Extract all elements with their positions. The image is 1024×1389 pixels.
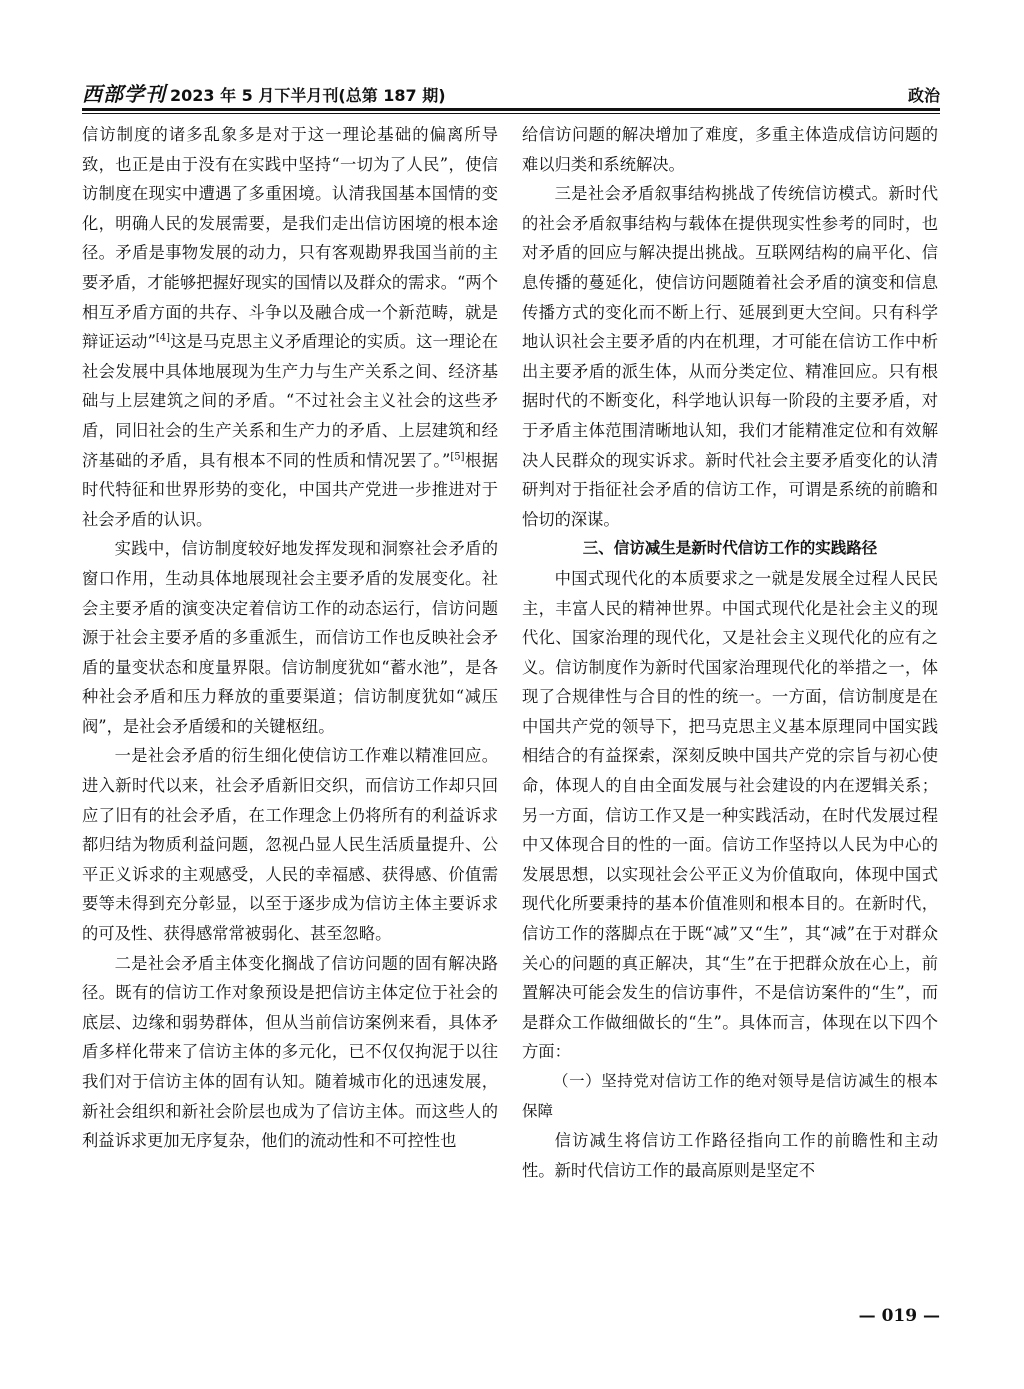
left-column — [82, 120, 498, 1156]
header-rule-thick — [82, 108, 940, 111]
paragraph — [82, 120, 498, 534]
paragraph: 给信访问题的解决增加了难度，多重主体造成信访问题的难以归类和系统解决。 — [522, 125, 938, 174]
paragraph-text: 这是马克思主义矛盾理论的实质。这一理论在社会发展中具体地展现为生产力与生产关系之间、经济基础与上层建筑之间的矛盾。“不过社会主义社会的这些矛盾，同旧社会的生产关系和生产力的矛盾、上层建筑和经济基础的矛盾，具有根本不同的性质和情况罢了。” — [82, 332, 498, 470]
subsection-heading: （一）坚持党对信访工作的绝对领导是信访减生的根本保障 — [522, 1072, 938, 1120]
journal-logo: 西部学刊 — [82, 82, 166, 106]
issue-info: 2023 年 5 月下半月刊(总第 187 期) — [170, 86, 446, 105]
header-rule-thin — [82, 113, 940, 114]
paragraph: 二是社会矛盾主体变化搁战了信访问题的固有解决路径。既有的信访工作对象预设是把信访主体定位于社会的底层、边缘和弱势群体，但从当前信访案例来看，具体矛盾多样化带来了信访主体的多元化，已不仅仅拘泥于以往我们对于信访主体的固有认知。随着城市化的迅速发展，新社会组织和新社会阶层也成为了信访主体。而这些人的利益诉求更加无序复杂，他们的流动性和不可控性也 — [82, 953, 498, 1151]
page-number: — 019 — — [858, 1306, 940, 1326]
header-left — [82, 84, 446, 104]
paragraph-text: 根据时代特征和世界形势的变化，中国共产党进一步推进对于社会矛盾的认识。 — [82, 450, 498, 529]
paragraph: 信访减生将信访工作路径指向工作的前瞻性和主动性。新时代信访工作的最高原则是坚定不 — [522, 1131, 938, 1180]
citation-ref: [4] — [155, 332, 171, 344]
section-name: 政治 — [907, 86, 940, 105]
paragraph-text: 信访制度的诸多乱象多是对于这一理论基础的偏离所导致，也正是由于没有在实践中坚持“一切为了人民”，使信访制度在现实中遭遇了多重困境。认清我国基本国情的变化，明确人民的发展需要，是我们走出信访困境的根本途径。矛盾是事物发展的动力，只有客观勘界我国当前的主要矛盾，才能够把握好现实的国情以及群众的需求。“两个相互矛盾方面的共存、斗争以及融合成一个新范畴，就是辩证运动” — [82, 125, 498, 352]
running-header — [82, 70, 940, 104]
paragraph: 中国式现代化的本质要求之一就是发展全过程人民民主，丰富人民的精神世界。中国式现代化是社会主义的现代化、国家治理的现代化，又是社会主义现代化的应有之义。信访制度作为新时代国家治理现代化的举措之一，体现了合规律性与合目的性的统一。一方面，信访制度是在中国共产党的领导下，把马克思主义基本原理同中国实践相结合的有益探索，深刻反映中国共产党的宗旨与初心使命，体现人的自由全面发展与社会建设的内在逻辑关系；另一方面，信访工作又是一种实践活动，在时代发展过程中又体现合目的性的一面。信访工作坚持以人民为中心的发展思想，以实现社会公平正义为价值取向，体现中国式现代化所要秉持的基本价值准则和根本目的。在新时代，信访工作的落脚点在于既“减”又“生”，其“减”在于对群众关心的问题的真正解决，其“生”在于把群众放在心上，前置解决可能会发生的信访事件，不是信访案件的“生”，而是群众工作做细做长的“生”。具体而言，体现在以下四个方面： — [522, 568, 938, 1062]
citation-ref: [5] — [450, 451, 465, 463]
paragraph: 三是社会矛盾叙事结构挑战了传统信访模式。新时代的社会矛盾叙事结构与载体在提供现实性参考的同时，也对矛盾的回应与解决提出挑战。互联网结构的扁平化、信息传播的蔓延化，使信访问题随着社会矛盾的演变和信息传播方式的变化而不断上行、延展到更大空间。只有科学地认识社会主要矛盾的内在机理，才可能在信访工作中析出主要矛盾的派生体，从而分类定位、精准回应。只有根据时代的不断变化，科学地认识每一阶段的主要矛盾，对于矛盾主体范围清晰地认知，我们才能精准定位和有效解决人民群众的现实诉求。新时代社会主要矛盾变化的认清研判对于指征社会矛盾的信访工作，可谓是系统的前瞻和恰切的深谋。 — [522, 184, 938, 529]
right-column — [522, 120, 938, 1185]
section-heading: 三、信访减生是新时代信访工作的实践路径 — [582, 539, 878, 558]
paragraph: 一是社会矛盾的衍生细化使信访工作难以精准回应。进入新时代以来，社会矛盾新旧交织，而信访工作却只回应了旧有的社会矛盾，在工作理念上仍将所有的利益诉求都归结为物质利益问题，忽视凸显人民生活质量提升、公平正义诉求的主观感受，人民的幸福感、获得感、价值需要等未得到充分彰显，以至于逐步成为信访主体主要诉求的可及性、获得感常常被弱化、甚至忽略。 — [82, 746, 498, 944]
paragraph: 实践中，信访制度较好地发挥发现和洞察社会矛盾的窗口作用，生动具体地展现社会主要矛盾的发展变化。社会主要矛盾的演变决定着信访工作的动态运行，信访问题源于社会主要矛盾的多重派生，而信访工作也反映社会矛盾的量变状态和度量界限。信访制度犹如“蓄水池”，是各种社会矛盾和压力释放的重要渠道；信访制度犹如“减压阀”，是社会矛盾缓和的关键枢纽。 — [82, 539, 498, 736]
